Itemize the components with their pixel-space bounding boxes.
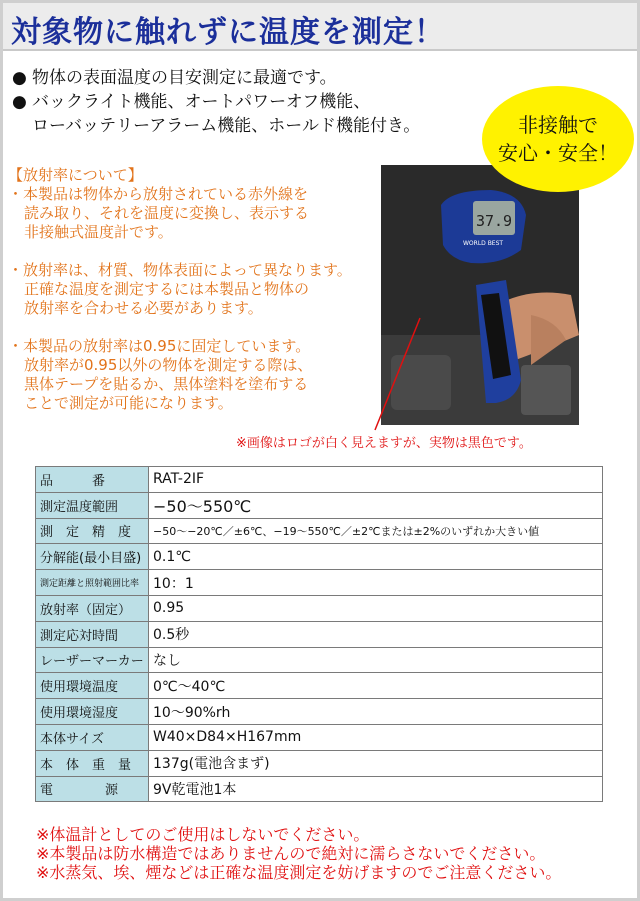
table-row: [36, 776, 603, 802]
spec-value: W40×D84×H167mm: [149, 724, 603, 750]
spec-value: 10：1: [149, 570, 603, 596]
spec-value: −50〜−20℃／±6℃、−19〜550℃／±2℃または±2%のいずれか大きい値: [149, 518, 603, 544]
table-row: [36, 467, 603, 493]
emissivity-text: 放射率を合わせる必要があります。: [24, 299, 263, 317]
badge-line-2: 安心・安全！: [498, 141, 618, 165]
table-row: [36, 750, 603, 776]
spec-key: 測定温度範囲: [36, 492, 149, 518]
table-row: [36, 518, 603, 544]
table-row: [36, 492, 603, 518]
spec-key: 分解能(最小目盛): [36, 544, 149, 570]
spec-value: 0.5秒: [149, 621, 603, 647]
spec-key: 使用環境温度: [36, 673, 149, 699]
header-banner: [3, 3, 637, 51]
warning-line: ※体温計としてのご使用はしないでください。: [36, 825, 370, 844]
photo-brand-logo: WORLD BEST: [463, 240, 504, 247]
spec-key: 測 定 精 度: [36, 518, 149, 544]
spec-value: −50〜550℃: [149, 492, 603, 518]
spec-value: 9V乾電池1本: [149, 776, 603, 802]
spec-key: 電 源: [36, 776, 149, 802]
emissivity-heading: 【放射率について】: [8, 166, 143, 184]
feature-list: [12, 66, 482, 138]
emissivity-text: 正確な温度を測定するには本製品と物体の: [24, 280, 310, 298]
emissivity-text: ・放射率は、材質、物体表面によって異なります。: [8, 261, 352, 279]
spec-value: 0℃〜40℃: [149, 673, 603, 699]
warning-line: ※水蒸気、埃、煙などは正確な温度測定を妨げますのでご注意ください。: [36, 863, 562, 882]
bullet-dot-icon: ●: [12, 68, 27, 88]
warning-notes: [36, 825, 561, 882]
spec-table: [35, 466, 603, 802]
table-row: [36, 673, 603, 699]
spec-key: 本体サイズ: [36, 724, 149, 750]
spec-key: 使用環境湿度: [36, 699, 149, 725]
warning-line: ※本製品は防水構造ではありませんので絶対に濡らさないでください。: [36, 844, 546, 863]
table-row: [36, 724, 603, 750]
spec-value: 137g(電池含まず): [149, 750, 603, 776]
spec-value: なし: [149, 647, 603, 673]
table-row: [36, 621, 603, 647]
emissivity-text: ことで測定が可能になります。: [24, 394, 233, 412]
emissivity-text: 読み取り、それを温度に変換し、表示する: [24, 204, 310, 222]
spec-value: 0.95: [149, 595, 603, 621]
emissivity-text: 非接触式温度計です。: [24, 223, 173, 241]
thermometer-illustration: [381, 165, 579, 425]
badge-line-1: 非接触で: [518, 113, 598, 137]
emissivity-section: [8, 166, 388, 413]
spec-value: 0.1℃: [149, 544, 603, 570]
table-row: [36, 595, 603, 621]
spec-value: 10〜90%rh: [149, 699, 603, 725]
emissivity-text: ・本製品の放射率は0.95に固定しています。: [8, 337, 311, 355]
emissivity-text: ・本製品は物体から放射されている赤外線を: [8, 185, 309, 203]
product-photo: [381, 165, 579, 425]
spec-key: レーザーマーカー: [36, 647, 149, 673]
photo-caption: ※画像はロゴが白く見えますが、実物は黒色です。: [236, 436, 532, 451]
spec-value: RAT-2IF: [149, 467, 603, 493]
emissivity-text: 放射率が0.95以外の物体を測定する際は、: [24, 356, 313, 374]
emissivity-text: 黒体テープを貼るか、黒体塗料を塗布する: [24, 375, 309, 393]
feature-item: ● 物体の表面温度の目安測定に最適です。: [12, 68, 337, 88]
table-row: [36, 647, 603, 673]
spec-key: 放射率（固定）: [36, 595, 149, 621]
spec-key: 測定距離と照射範囲比率: [36, 570, 149, 596]
table-row: [36, 699, 603, 725]
table-row: [36, 544, 603, 570]
photo-display-readout: 37.9: [475, 212, 513, 230]
spec-key: 本 体 重 量: [36, 750, 149, 776]
spec-key: 品 番: [36, 467, 149, 493]
safety-badge: [482, 86, 634, 192]
page-title: 対象物に触れずに温度を測定！: [11, 15, 445, 50]
feature-item: ● バックライト機能、オートパワーオフ機能、: [12, 92, 371, 112]
feature-item-continued: ローバッテリーアラーム機能、ホールド機能付き。: [32, 116, 421, 136]
table-row: [36, 570, 603, 596]
bullet-dot-icon: ●: [12, 92, 27, 112]
spec-key: 測定応対時間: [36, 621, 149, 647]
